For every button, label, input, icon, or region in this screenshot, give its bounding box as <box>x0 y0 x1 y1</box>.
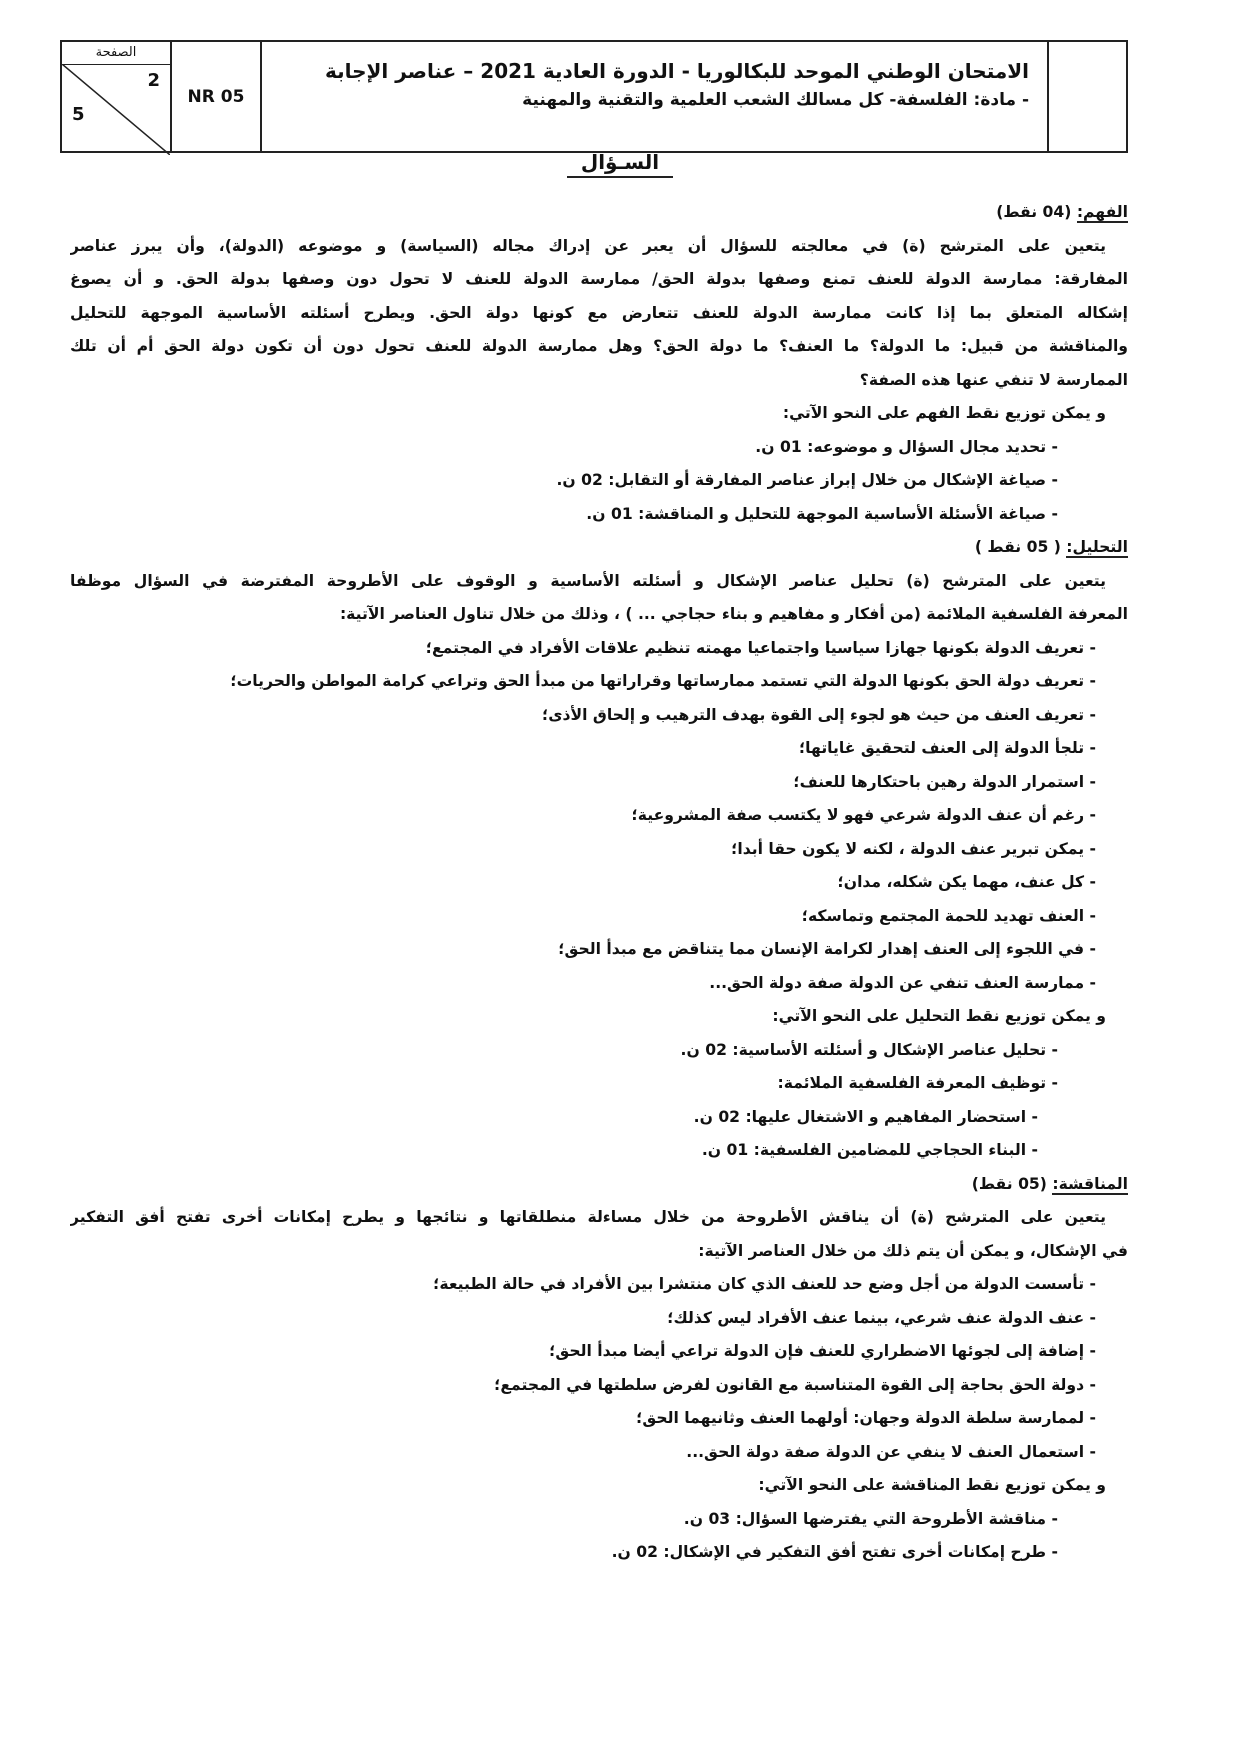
list-item: - عنف الدولة عنف شرعي، بينما عنف الأفراد ليس كذلك؛ <box>667 1308 1096 1327</box>
paragraph-line: يتعين على المترشح (ة) أن يناقش الأطروحة من خلال مساءلة منطلقاتها و نتائجها و يطرح إمكانات أخرى تفتح أفق التفكير <box>70 1208 1106 1226</box>
paragraph-line: والمناقشة من قبيل: ما الدولة؟ ما العنف؟ ما دولة الحق؟ وهل ممارسة الدولة للعنف تحول دون أن تكون دولة الحق أم أن تلك <box>70 337 1128 355</box>
discussion-heading: المناقشة: (05 نقط) <box>971 1174 1128 1193</box>
list-item: - صياغة الإشكال من خلال إبراز عناصر المفارقة أو التقابل: 02 ن. <box>556 471 1058 489</box>
sub-list-item: - استحضار المفاهيم و الاشتغال عليها: 02 ن. <box>693 1107 1038 1126</box>
list-item: - صياغة الأسئلة الأساسية الموجهة للتحليل و المناقشة: 01 ن. <box>586 504 1058 523</box>
list-item: - مناقشة الأطروحة التي يفترضها السؤال: 03 ن. <box>683 1509 1058 1528</box>
exam-code: NR 05 <box>170 42 260 151</box>
list-item: - يمكن تبرير عنف الدولة ، لكنه لا يكون حقا أبدا؛ <box>731 839 1096 858</box>
page-label: الصفحة <box>62 42 170 65</box>
understanding-heading: الفهم: (04 نقط) <box>996 203 1128 221</box>
header-box <box>60 40 1128 153</box>
list-item: - إضافة إلى لجوئها الاضطراري للعنف فإن الدولة تراعي أيضا مبدأ الحق؛ <box>549 1342 1096 1360</box>
list-item: - كل عنف، مهما يكن شكله، مدان؛ <box>837 873 1096 891</box>
list-item: - لممارسة سلطة الدولة وجهان: أولهما العنف وثانيهما الحق؛ <box>636 1409 1096 1427</box>
page-total: 5 <box>72 104 85 125</box>
list-item: - توظيف المعرفة الفلسفية الملائمة: <box>777 1074 1058 1092</box>
distribution-intro: و يمكن توزيع نقط التحليل على النحو الآتي: <box>772 1007 1106 1025</box>
analysis-heading: التحليل: ( 05 نقط ) <box>974 538 1128 556</box>
paragraph-line: إشكاله المتعلق بما إذا كانت ممارسة الدولة للعنف تتعارض مع كونها دولة الحق. ويطرح أسئلته الأساسية الموجهة للتحليل <box>70 303 1128 322</box>
list-item: - تحديد مجال السؤال و موضوعه: 01 ن. <box>755 437 1058 456</box>
list-item: - طرح إمكانات أخرى تفتح أفق التفكير في الإشكال: 02 ن. <box>611 1543 1058 1561</box>
answer-content <box>70 196 1128 1570</box>
list-item: - دولة الحق بحاجة إلى القوة المتناسبة مع القانون لفرض سلطتها في المجتمع؛ <box>494 1375 1096 1394</box>
list-item: - في اللجوء إلى العنف إهدار لكرامة الإنسان مما يتناقض مع مبدأ الحق؛ <box>558 940 1096 958</box>
list-item: - تعريف الدولة بكونها جهازا سياسيا واجتماعيا مهمته تنظيم علاقات الأفراد في المجتمع؛ <box>425 638 1096 657</box>
distribution-intro: و يمكن توزيع نقط الفهم على النحو الآتي: <box>782 404 1106 422</box>
title-line-2: - مادة: الفلسفة- كل مسالك الشعب العلمية والتقنية والمهنية <box>522 90 1029 110</box>
paragraph-line: في الإشكال، و يمكن أن يتم ذلك من خلال العناصر الآتية: <box>698 1241 1128 1260</box>
blank-cell <box>1047 42 1126 151</box>
distribution-intro: و يمكن توزيع نقط المناقشة على النحو الآتي: <box>758 1476 1106 1494</box>
page-number-cell <box>62 42 170 151</box>
paragraph-line: يتعين على المترشح (ة) تحليل عناصر الإشكال و أسئلته الأساسية و الوقوف على الأطروحة المفترضة في السؤال موظفا <box>70 571 1106 590</box>
page-current: 2 <box>147 70 160 91</box>
list-item: - تعريف دولة الحق بكونها الدولة التي تستمد ممارساتها وقراراتها من مبدأ الحق وتراعي كرامة المواطن والحريات؛ <box>230 672 1096 690</box>
list-item: - استمرار الدولة رهين باحتكارها للعنف؛ <box>793 772 1096 791</box>
list-item: - استعمال العنف لا ينفي عن الدولة صفة دولة الحق... <box>686 1442 1096 1461</box>
sub-list-item: - البناء الحجاجي للمضامين الفلسفية: 01 ن. <box>701 1141 1038 1159</box>
list-item: - العنف تهديد للحمة المجتمع وتماسكه؛ <box>801 906 1096 925</box>
paragraph-line: المعرفة الفلسفية الملائمة (من أفكار و مفاهيم و بناء حجاجي ... ) ، وذلك من خلال تناول العناصر الآتية: <box>339 605 1128 623</box>
list-item: - تحليل عناصر الإشكال و أسئلته الأساسية: 02 ن. <box>680 1040 1058 1059</box>
list-item: - ممارسة العنف تنفي عن الدولة صفة دولة الحق... <box>709 973 1096 992</box>
section-title: السـؤال <box>0 150 1240 174</box>
paragraph-line: يتعين على المترشح (ة) في معالجته للسؤال أن يعبر عن إدراك مجاله (السياسة) و موضوعه (الدولة)، وأن يبرز عناصر <box>70 236 1106 255</box>
paragraph-line: الممارسة لا تنفي عنها هذه الصفة؟ <box>859 370 1128 389</box>
list-item: - تعريف العنف من حيث هو لجوء إلى القوة بهدف الترهيب و إلحاق الأذى؛ <box>541 705 1096 724</box>
list-item: - رغم أن عنف الدولة شرعي فهو لا يكتسب صفة المشروعية؛ <box>631 806 1096 824</box>
title-line-1: الامتحان الوطني الموحد للبكالوريا - الدورة العادية 2021 – عناصر الإجابة <box>324 59 1029 83</box>
paragraph-line: المفارقة: ممارسة الدولة للعنف تمنع وصفها بدولة الحق/ ممارسة الدولة للعنف لا تحول دون وصفها بدولة الحق. و أن يصوغ <box>70 270 1128 288</box>
header-title <box>260 42 1047 151</box>
list-item: - تأسست الدولة من أجل وضع حد للعنف الذي كان منتشرا بين الأفراد في حالة الطبيعة؛ <box>433 1275 1096 1293</box>
list-item: - تلجأ الدولة إلى العنف لتحقيق غاياتها؛ <box>798 739 1096 757</box>
